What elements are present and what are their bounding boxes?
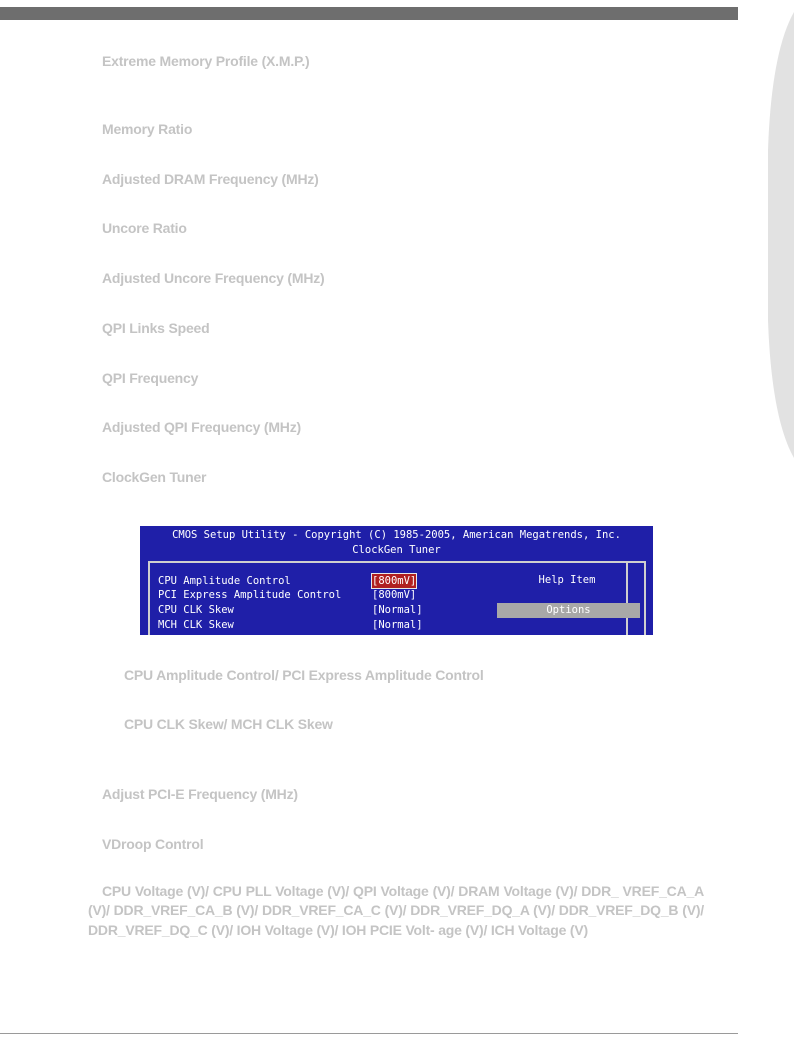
heading-vdroop-control: VDroop Control xyxy=(102,836,204,852)
bios-row-label: CPU CLK Skew xyxy=(158,604,234,616)
bios-subtitle: ClockGen Tuner xyxy=(352,544,441,556)
bios-options-bar: Options xyxy=(497,603,640,618)
bios-panel-divider xyxy=(626,561,629,635)
heading-xmp: Extreme Memory Profile (X.M.P.) xyxy=(102,53,310,69)
bios-help-item-title: Help Item xyxy=(538,574,596,586)
heading-adjusted-uncore-frequency: Adjusted Uncore Frequency (MHz) xyxy=(102,270,325,286)
voltage-settings-heading: CPU Voltage (V)/ CPU PLL Voltage (V)/ QPI Voltage (V)/ DRAM Voltage (V)/ DDR_ VREF_CA_A (V)/ DDR_VREF_CA_B (V)/ DDR_VREF_CA_C (V)/ DDR_VREF_DQ_A (V)/ DDR_VREF_DQ_B (V)/ DDR_VREF_DQ_C (V)/ IOH Voltage (V)/ IOH PCIE Volt- age (V)/ ICH Voltage (V) xyxy=(88,883,704,938)
heading-adjusted-qpi-frequency: Adjusted QPI Frequency (MHz) xyxy=(102,419,301,435)
heading-clockgen-tuner: ClockGen Tuner xyxy=(102,469,207,485)
bios-title: CMOS Setup Utility - Copyright (C) 1985-2005, American Megatrends, Inc. xyxy=(172,529,621,541)
bios-row-label: PCI Express Amplitude Control xyxy=(158,589,342,601)
heading-memory-ratio: Memory Ratio xyxy=(102,121,193,137)
heading-adjusted-dram-frequency: Adjusted DRAM Frequency (MHz) xyxy=(102,171,319,187)
chapter-side-tab xyxy=(740,0,794,470)
heading-cpu-clk-skew: CPU CLK Skew/ MCH CLK Skew xyxy=(124,716,333,732)
bios-row-value[interactable]: [800mV] xyxy=(372,575,417,587)
bios-row-label: MCH CLK Skew xyxy=(158,619,234,631)
bios-row-value[interactable]: [Normal] xyxy=(372,619,423,631)
header-bar xyxy=(0,7,738,20)
heading-uncore-ratio: Uncore Ratio xyxy=(102,220,187,236)
heading-qpi-frequency: QPI Frequency xyxy=(102,370,199,386)
footer-rule xyxy=(0,1033,738,1034)
bios-row-value[interactable]: [800mV] xyxy=(372,589,417,601)
heading-cpu-amplitude-control: CPU Amplitude Control/ PCI Express Amplitude Control xyxy=(124,667,484,683)
bios-row-label: CPU Amplitude Control xyxy=(158,575,291,587)
heading-qpi-links-speed: QPI Links Speed xyxy=(102,320,210,336)
bios-screenshot xyxy=(140,526,653,635)
heading-adjust-pcie-frequency: Adjust PCI-E Frequency (MHz) xyxy=(102,786,298,802)
bios-row-value[interactable]: [Normal] xyxy=(372,604,423,616)
